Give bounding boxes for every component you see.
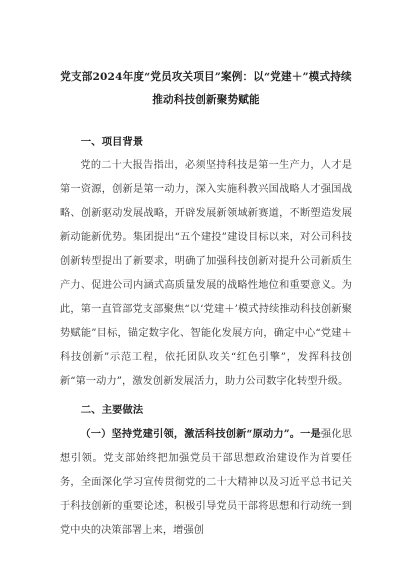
document-title: 党支部2024年度“党员攻关项目”案例：以“党建＋”模式持续推动科技创新聚势赋能 <box>60 71 352 106</box>
subsection-heading-tail: 一是 <box>300 428 321 440</box>
background-paragraph: 党的二十大报告指出，必须坚持科技是第一生产力，人才是第一资源，创新是第一动力，深入实施科教兴国战略人才强国战略、创新驱动发展战略，开辟发展新领域新赛道，不断塑造发展新动能新优势。集团提出“五个建投”建设目标以来，对公司科技创新转型提出了新要求，明确了加强科技创新对提升公司新质生产力、促进公司内涵式高质量发展的战略性地位和重要意义。为此，第一直管部党支部聚焦“以‘党建＋’模式持续推动科技创新聚势赋能”目标，锚定数字化、智能化发展方向，确定中心“党建＋科技创新”示范工程，依托团队攻关“红色引擎”，发挥科技创新“第一动力”，激发创新发展活力，助力公司数字化转型升级。 <box>60 160 352 387</box>
section-heading-practices: 二、主要做法 <box>80 404 144 416</box>
practices-paragraph <box>60 422 352 543</box>
practices-text: 强化思想引领。党支部始终把加强党员干部思想政治建设作为首要任务，全面深化学习宣传贯彻党的二十大精神以及习近平总书记关于科技创新的重要论述，积极引导党员干部将思想和行动统一到党中央的决策部署上来，增强创 <box>60 429 353 536</box>
subsection-heading: （一）坚持党建引领，激活科技创新“原动力”。 <box>80 428 301 440</box>
section-heading-background: 一、项目背景 <box>80 136 144 148</box>
